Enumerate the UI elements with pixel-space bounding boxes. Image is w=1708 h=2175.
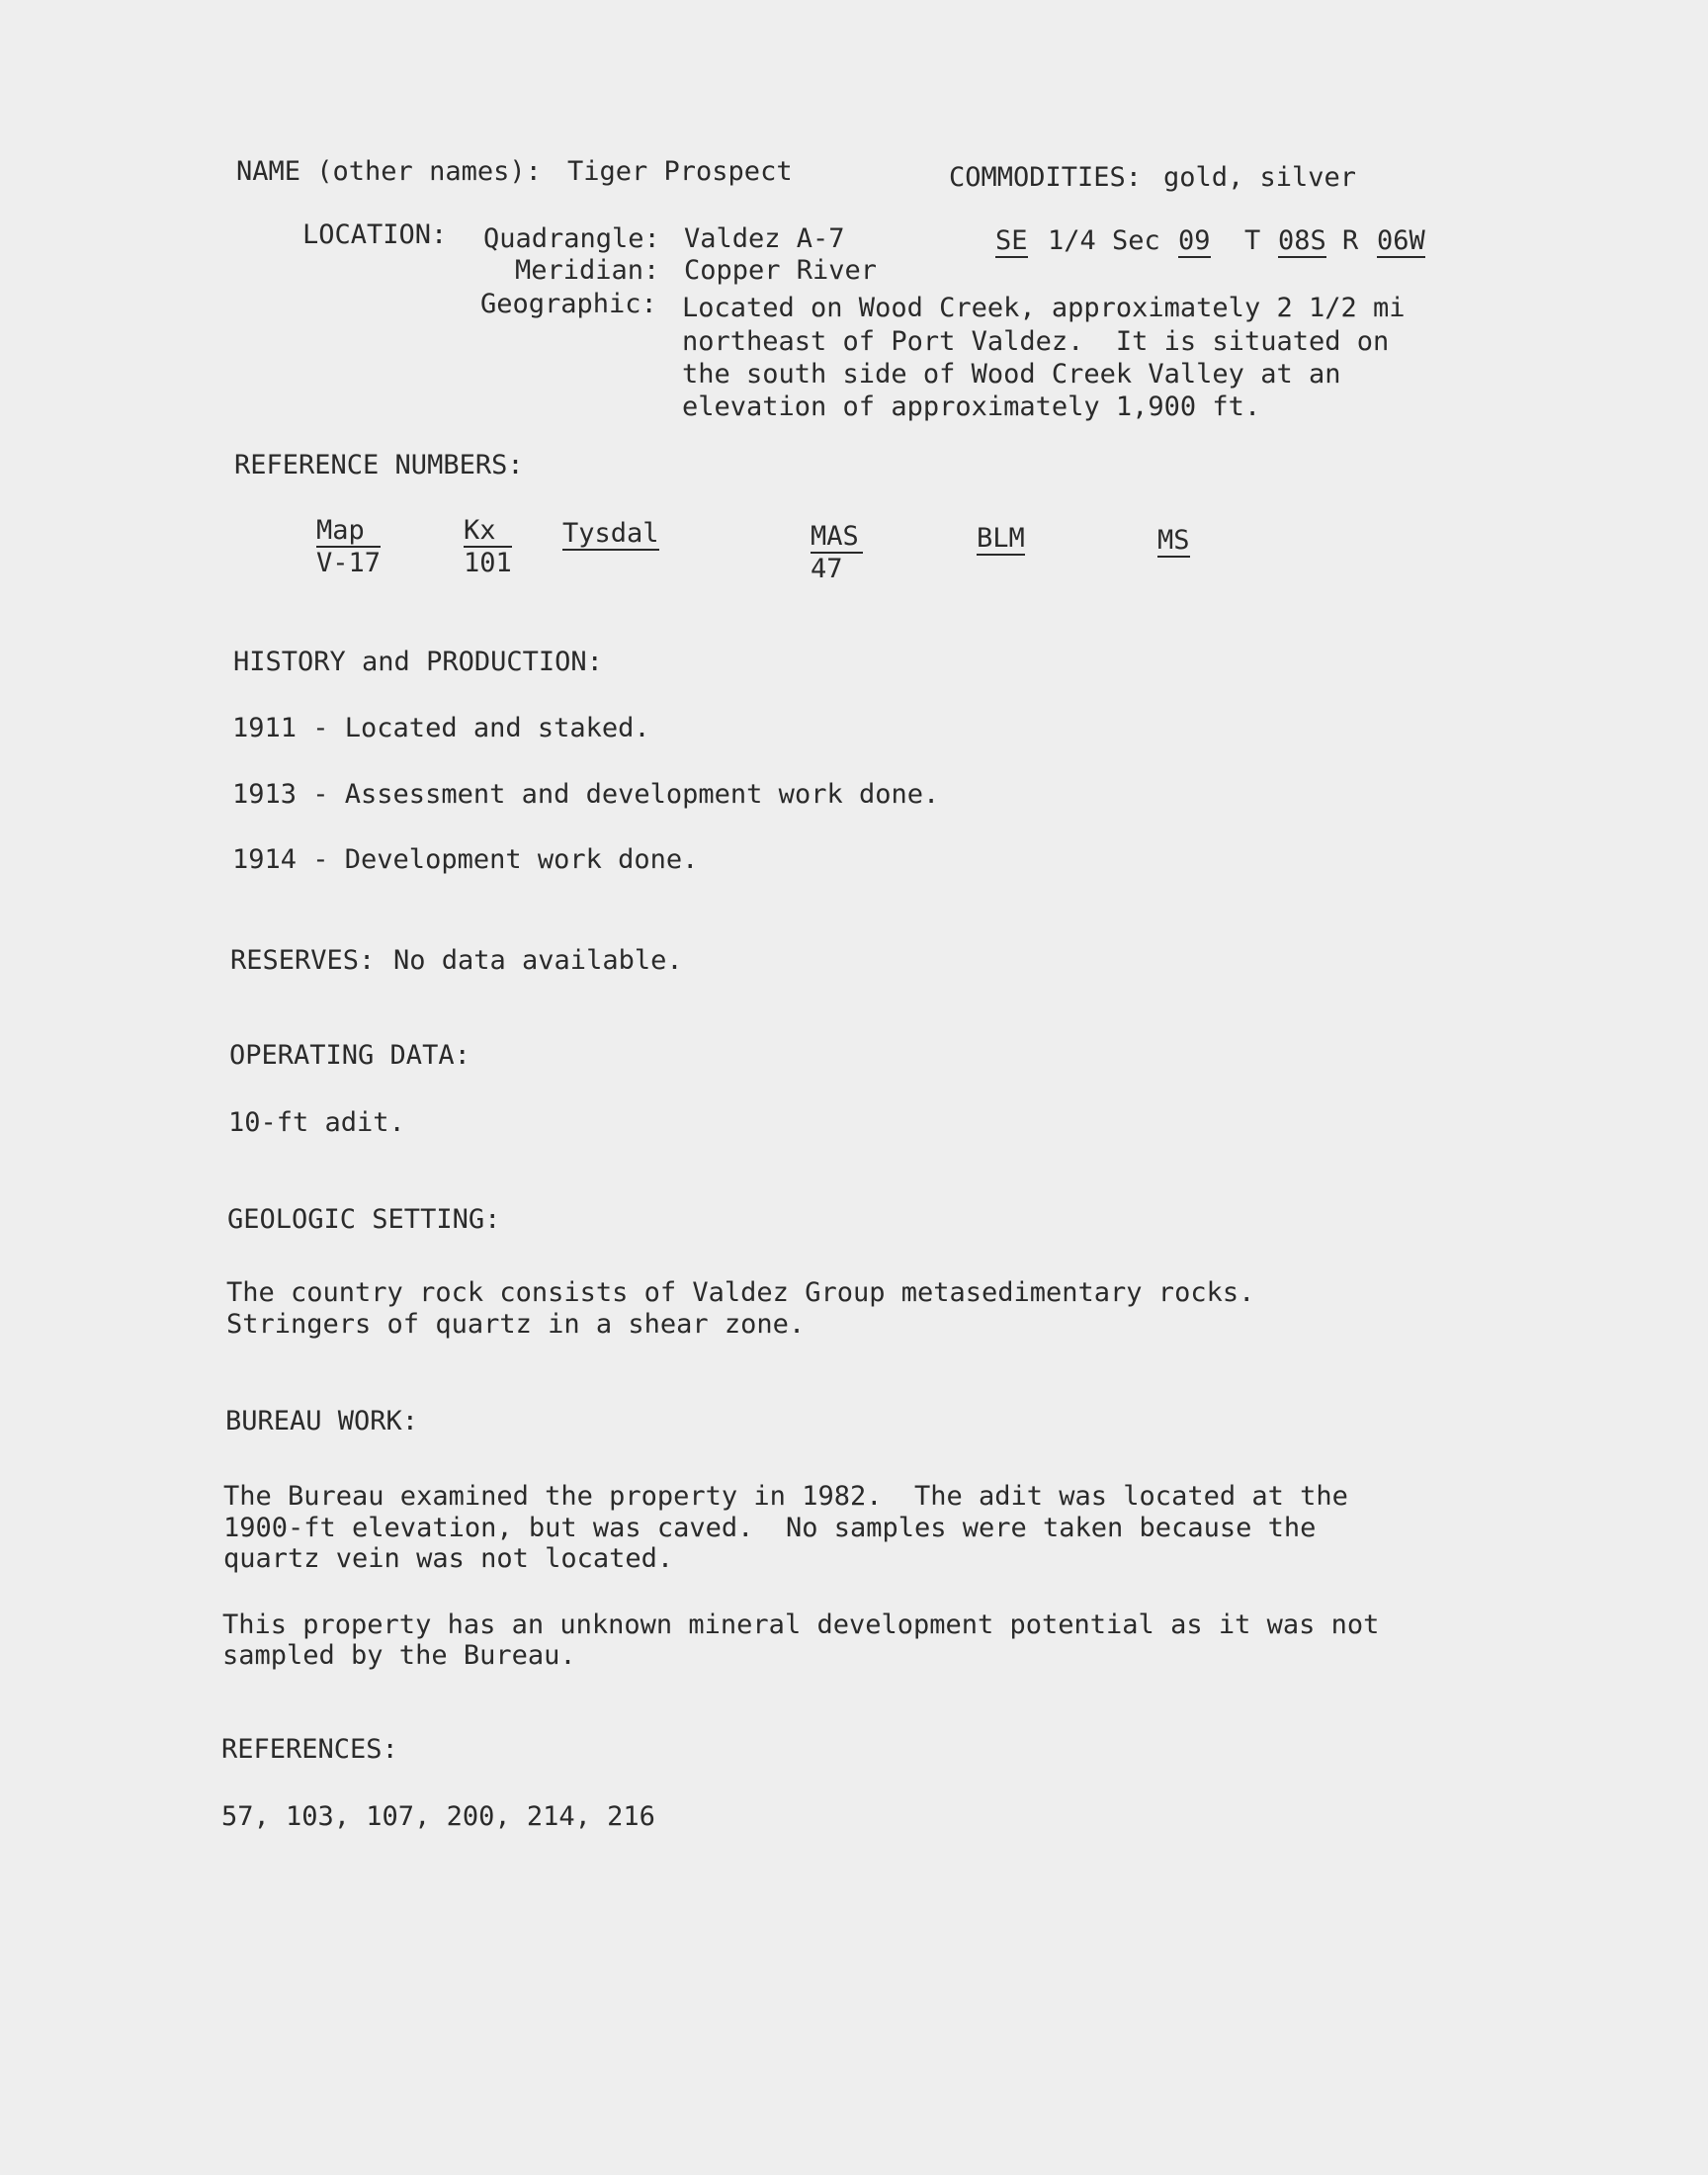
township-label: T [1244, 225, 1261, 256]
quadrangle-value: Valdez A-7 [684, 223, 845, 254]
township-value: 08S [1278, 225, 1326, 256]
quarter-value: SE [995, 225, 1028, 256]
range-value: 06W [1377, 225, 1425, 256]
geographic-line: northeast of Port Valdez. It is situated on [682, 326, 1390, 357]
operating-value: 10-ft adit. [228, 1107, 405, 1138]
reserves-value: No data available. [393, 945, 683, 976]
commodities-label: COMMODITIES: [949, 162, 1143, 193]
meridian-label: Meridian: [515, 255, 660, 286]
ref-kx: $\frac{Kx}{101}$ [464, 515, 512, 578]
geographic-line: Located on Wood Creek, approximately 2 1/2 mi [682, 293, 1406, 323]
quarter-text: 1/4 Sec [1048, 225, 1160, 256]
bureau-line: This property has an unknown mineral development potential as it was not [222, 1610, 1380, 1640]
ref-ms: MS [1157, 525, 1190, 556]
bureau-line: 1900-ft elevation, but was caved. No samples were taken because the [223, 1513, 1317, 1543]
section-value: 09 [1178, 225, 1211, 256]
operating-heading: OPERATING DATA: [229, 1040, 470, 1071]
references-value: 57, 103, 107, 200, 214, 216 [221, 1801, 655, 1832]
bureau-heading: BUREAU WORK: [225, 1406, 419, 1436]
geographic-label: Geographic: [480, 289, 657, 319]
bureau-line: quartz vein was not located. [223, 1543, 674, 1574]
commodities-value: gold, silver [1163, 162, 1357, 193]
ref-map: Map V-17 [316, 515, 382, 578]
reference-numbers-heading: REFERENCE NUMBERS: [234, 450, 524, 480]
ref-blm: BLM [977, 523, 1025, 554]
bureau-line: The Bureau examined the property in 1982. The adit was located at the [223, 1481, 1348, 1512]
reserves-label: RESERVES: [230, 945, 376, 976]
history-item: 1914 - Development work done. [232, 844, 699, 875]
history-heading: HISTORY and PRODUCTION: [233, 647, 603, 677]
geographic-line: the south side of Wood Creek Valley at an [682, 359, 1341, 390]
name-value: Tiger Prospect [567, 156, 793, 187]
geographic-line: elevation of approximately 1,900 ft. [682, 392, 1261, 422]
quadrangle-label: Quadrangle: [483, 223, 660, 254]
ref-mas: MAS 47 [811, 522, 863, 585]
geologic-line: The country rock consists of Valdez Group metasedimentary rocks. [226, 1277, 1255, 1308]
name-label: NAME (other names): [236, 156, 542, 187]
location-label: LOCATION: [302, 219, 448, 250]
meridian-value: Copper River [684, 255, 878, 286]
history-item: 1911 - Located and staked. [232, 713, 650, 743]
range-label: R [1342, 225, 1359, 256]
bureau-line: sampled by the Bureau. [222, 1640, 576, 1671]
ref-tysdal: Tysdal [562, 518, 659, 549]
geologic-heading: GEOLOGIC SETTING: [227, 1204, 501, 1235]
history-item: 1913 - Assessment and development work done. [232, 779, 940, 810]
geologic-line: Stringers of quartz in a shear zone. [226, 1309, 806, 1340]
references-heading: REFERENCES: [221, 1734, 398, 1765]
